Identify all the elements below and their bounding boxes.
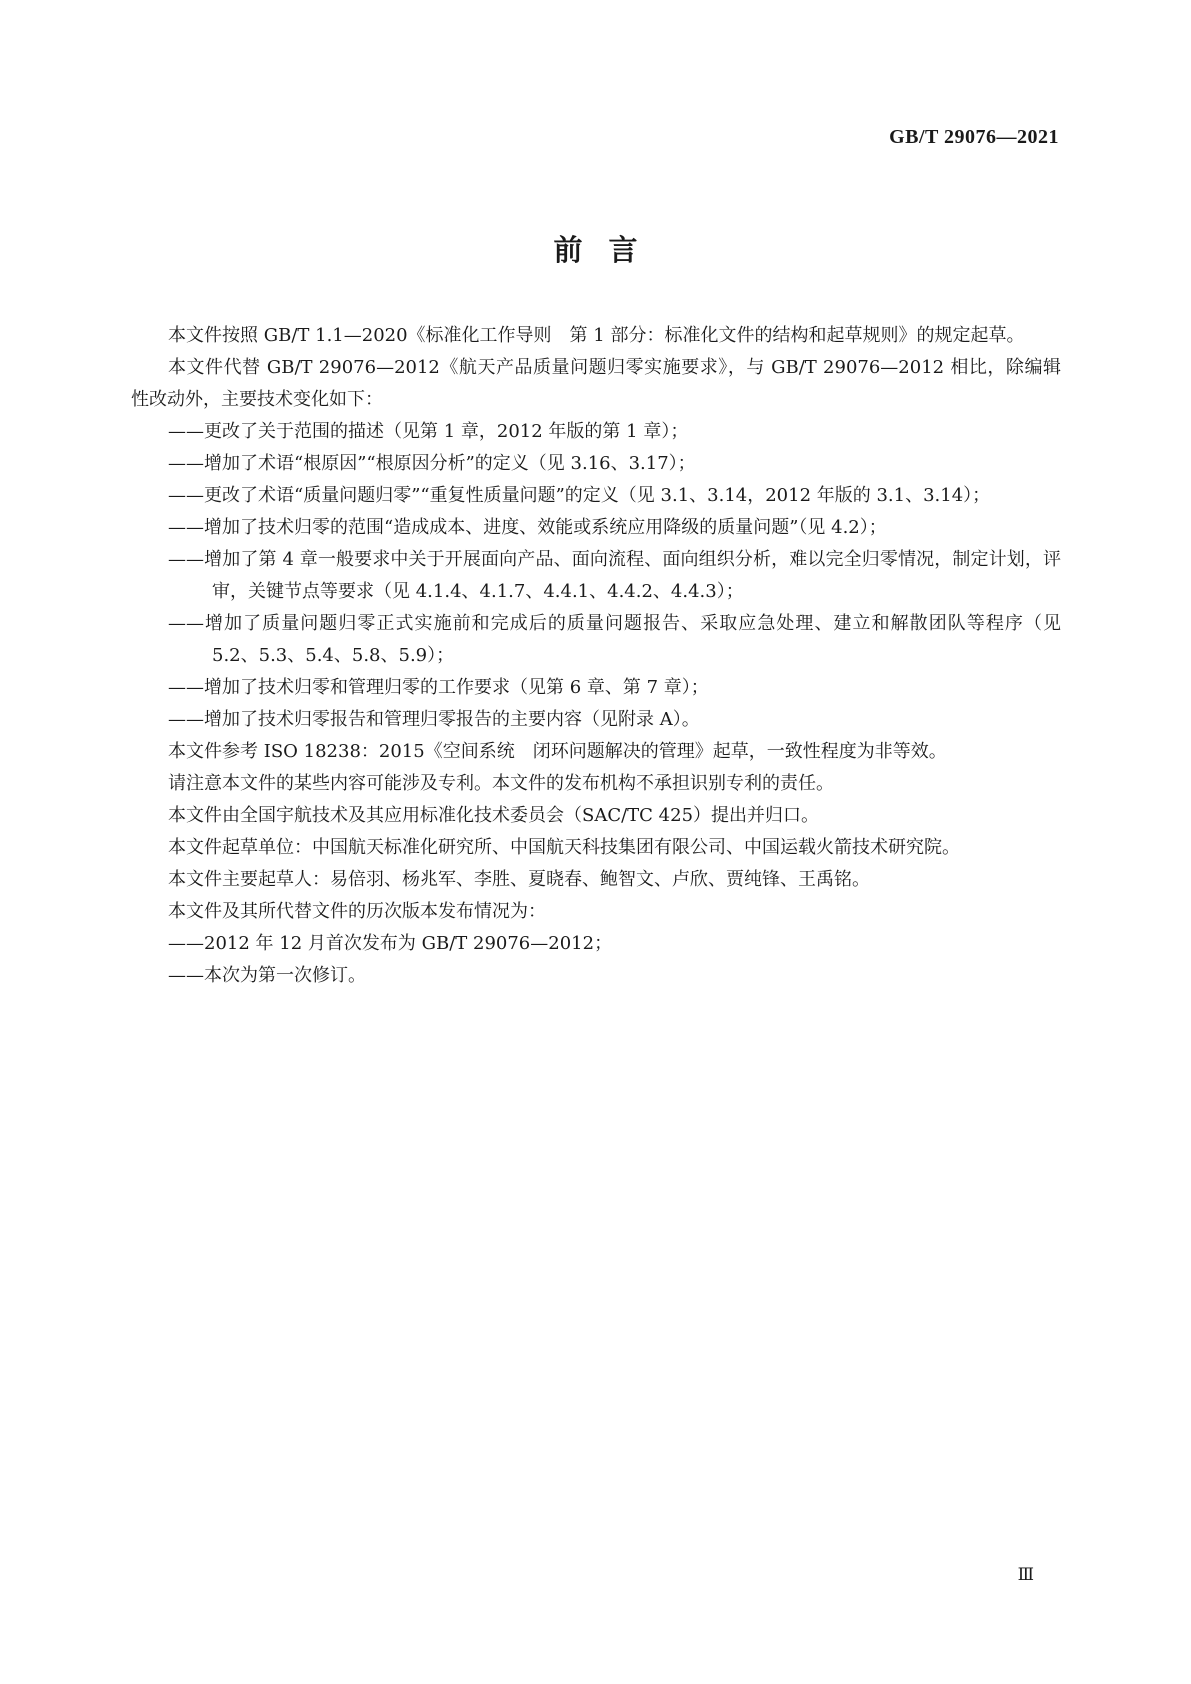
change-item: ——更改了关于范围的描述（见第 1 章，2012 年版的第 1 章）；: [168, 421, 689, 442]
change-item: ——更改了术语“质量问题归零”“重复性质量问题”的定义（见 3.1、3.14，2012 年版的 3.1、3.14）；: [168, 485, 991, 506]
change-item: ——增加了质量问题归零正式实施前和完成后的质量问题报告、采取应急处理、建立和解散团队等程序（见 5.2、5.3、5.4、5.8、5.9）；: [168, 613, 1061, 666]
statement-history: 本文件及其所代替文件的历次版本发布情况为：: [168, 901, 546, 922]
statement-reference: 本文件参考 ISO 18238：2015《空间系统 闭环问题解决的管理》起草，一致性程度为非等效。: [168, 741, 947, 762]
standard-code: GB/T 29076—2021: [889, 126, 1059, 148]
page-number: Ⅲ: [1017, 1565, 1034, 1584]
page-title: 前言: [553, 233, 664, 267]
change-item: ——增加了技术归零和管理归零的工作要求（见第 6 章、第 7 章）；: [168, 677, 709, 698]
change-item: ——增加了技术归零的范围“造成成本、进度、效能或系统应用降级的质量问题”（见 4.2）；: [168, 517, 887, 538]
statement-drafters: 本文件主要起草人：易倍羽、杨兆军、李胜、夏晓春、鲍智文、卢欣、贾纯锋、王禹铭。: [168, 869, 870, 890]
change-item: ——增加了术语“根原因”“根原因分析”的定义（见 3.16、3.17）；: [168, 453, 696, 474]
statement-patent: 请注意本文件的某些内容可能涉及专利。本文件的发布机构不承担识别专利的责任。: [168, 773, 834, 794]
foreword-body: [131, 320, 1061, 992]
change-item: ——增加了技术归零报告和管理归零报告的主要内容（见附录 A）。: [168, 709, 700, 730]
history-item: ——本次为第一次修订。: [168, 965, 366, 986]
change-item: ——增加了第 4 章一般要求中关于开展面向产品、面向流程、面向组织分析，难以完全归零情况，制定计划，评审，关键节点等要求（见 4.1.4、4.1.7、4.4.1、4.4.2、4.4.3）；: [168, 549, 1061, 602]
paragraph-replacement: 本文件代替 GB/T 29076—2012《航天产品质量问题归零实施要求》，与 GB/T 29076—2012 相比，除编辑性改动外，主要技术变化如下：: [131, 357, 1061, 410]
paragraph-drafting-basis: 本文件按照 GB/T 1.1—2020《标准化工作导则 第 1 部分：标准化文件的结构和起草规则》的规定起草。: [168, 325, 1025, 346]
statement-drafting-units: 本文件起草单位：中国航天标准化研究所、中国航天科技集团有限公司、中国运载火箭技术研究院。: [168, 837, 960, 858]
history-item: ——2012 年 12 月首次发布为 GB/T 29076—2012；: [168, 933, 613, 954]
statement-committee: 本文件由全国宇航技术及其应用标准化技术委员会（SAC/TC 425）提出并归口。: [168, 805, 820, 826]
